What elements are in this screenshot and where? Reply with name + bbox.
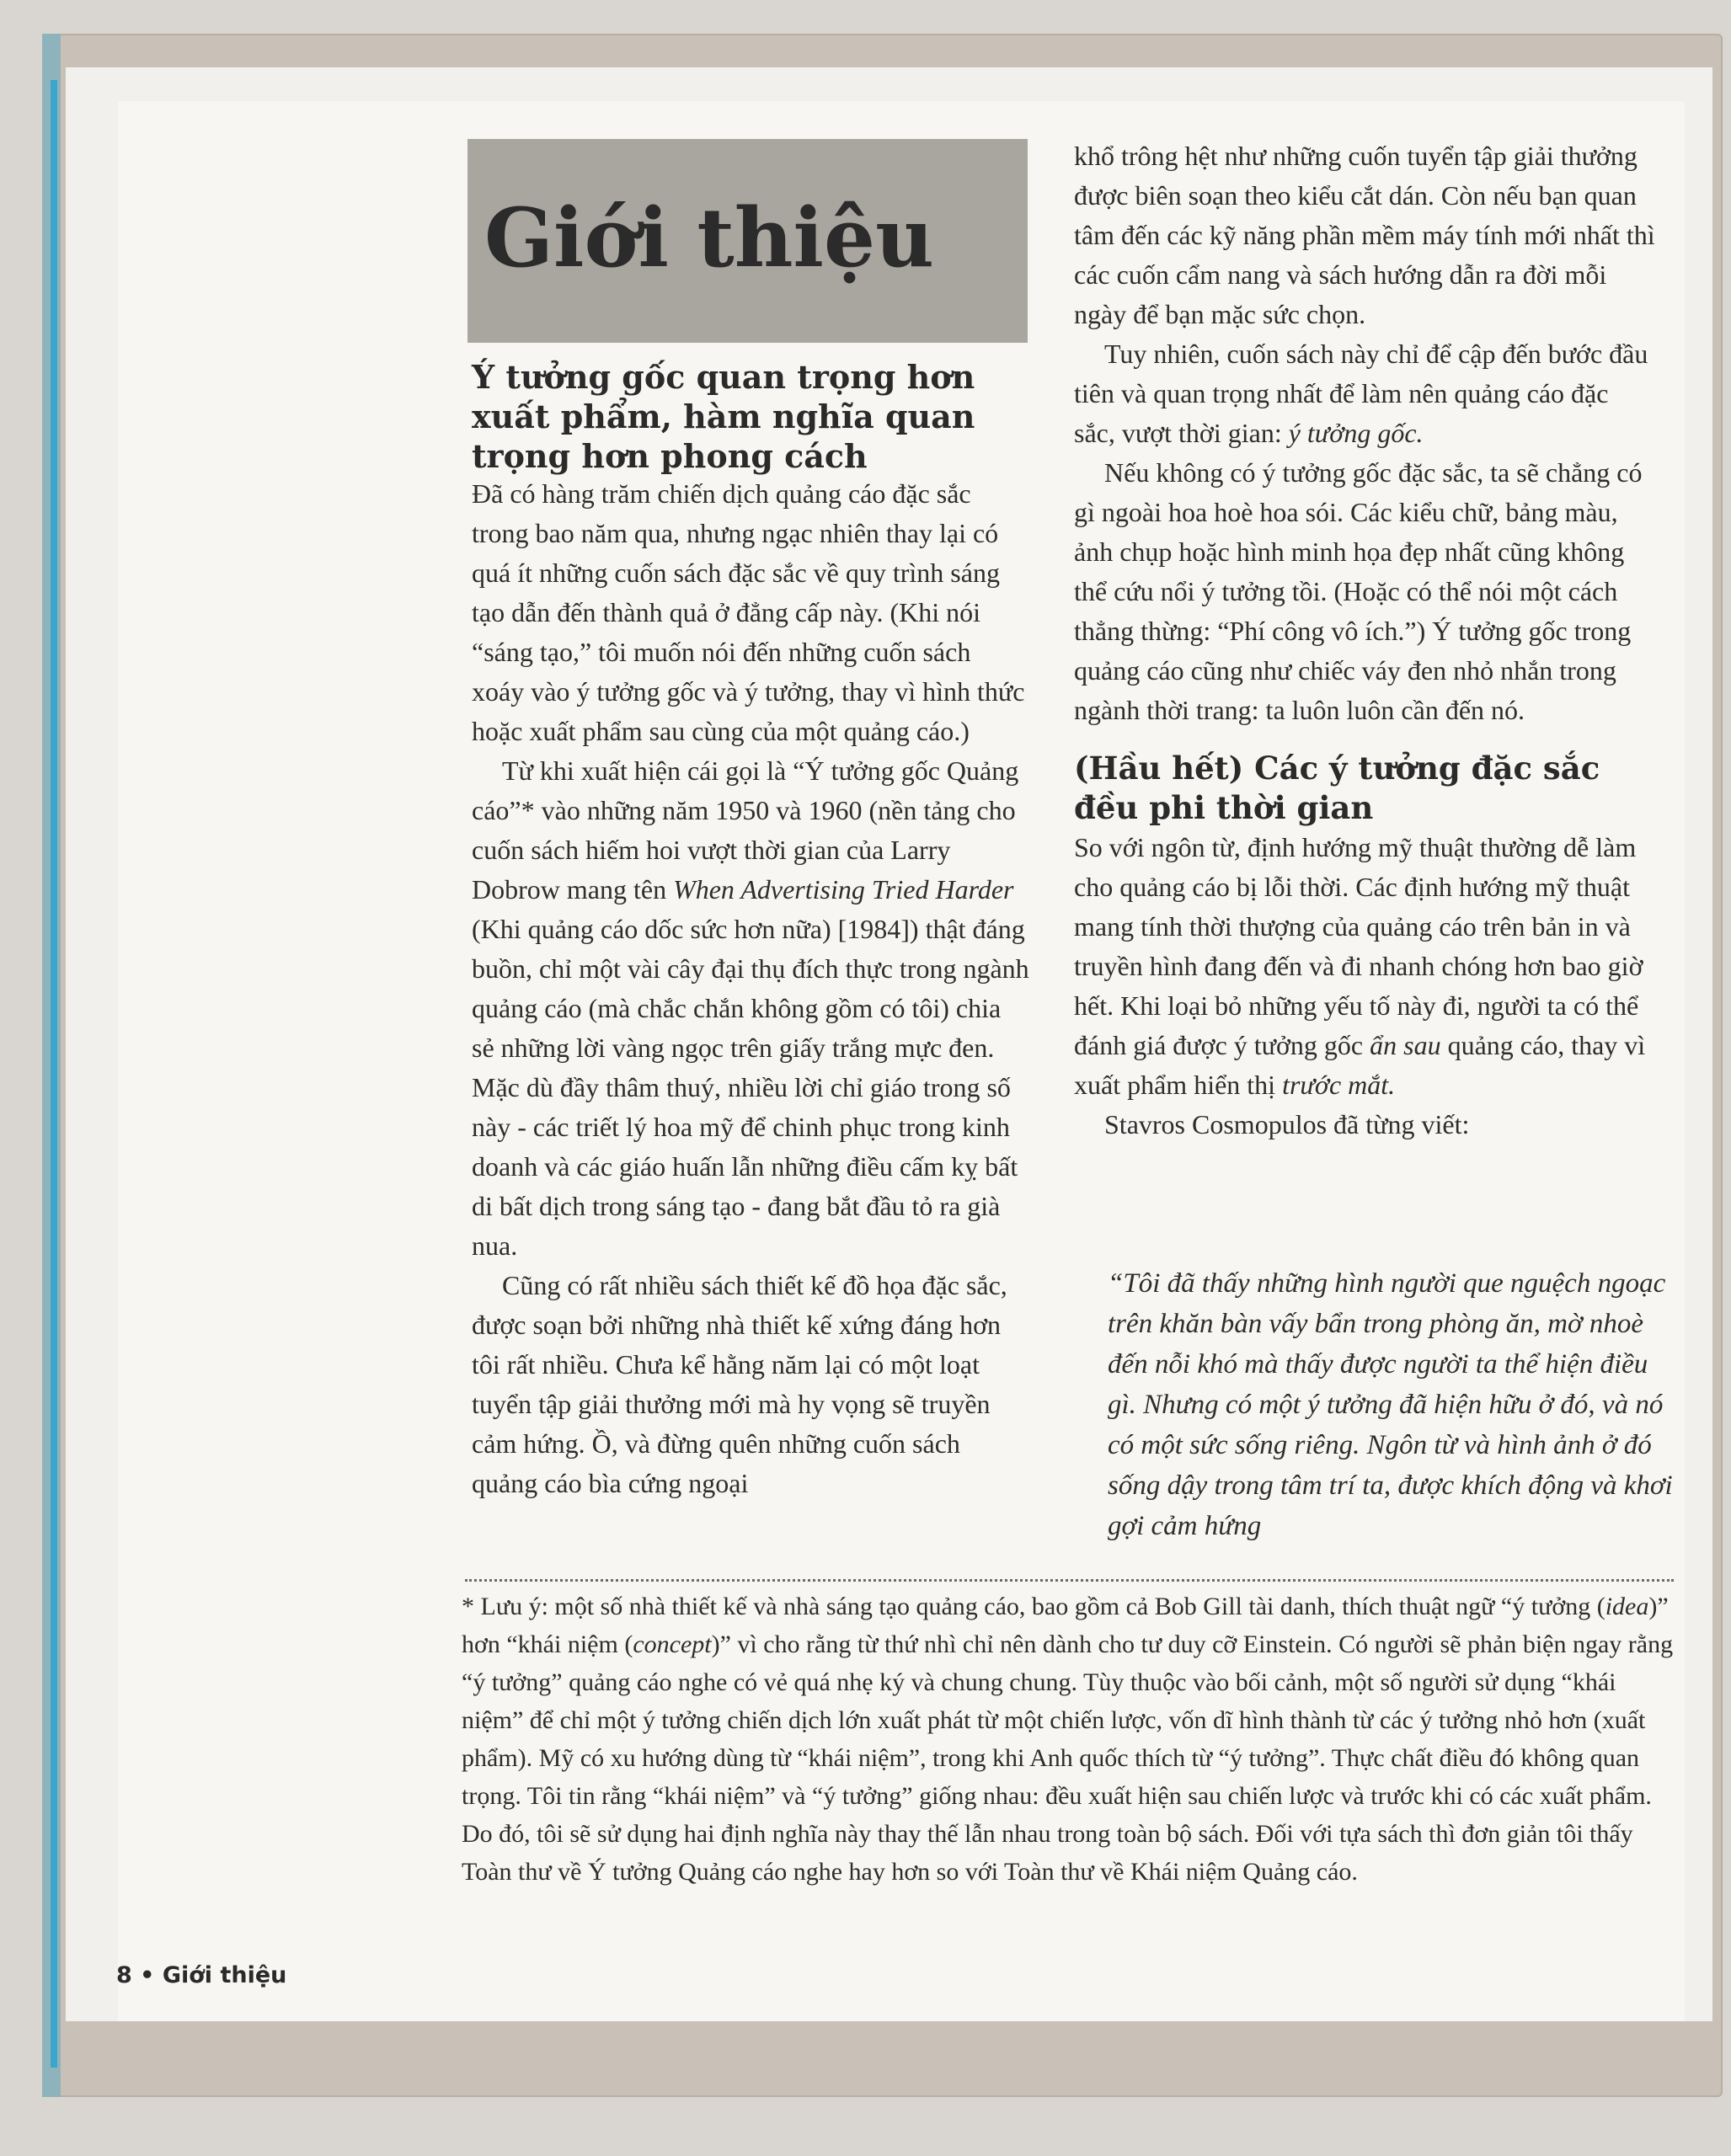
paragraph: khổ trông hệt như những cuốn tuyển tập giải thưởng được biên soạn theo kiểu cắt dán. Còn nếu bạn quan tâm đến các kỹ năng phần mềm máy tính mới nhất thì các cuốn cẩm nang và sách hướng dẫn ra đời mỗi ngày để bạn mặc sức chọn. — [1074, 141, 1655, 329]
paragraph: Cũng có rất nhiều sách thiết kế đồ họa đặc sắc, được soạn bởi những nhà thiết kế xứng đáng hơn tôi rất nhiều. Chưa kể hằng năm lại có một loạt tuyển tập giải thưởng mới mà hy vọng sẽ truyền cảm hứng. Ồ, và đừng quên những cuốn sách quảng cáo bìa cứng ngoại — [472, 1270, 1007, 1498]
section-heading-2: (Hầu hết) Các ý tưởng đặc sắc đều phi thời gian — [1074, 750, 1600, 826]
column-left — [472, 474, 1029, 1503]
paragraph: Stavros Cosmopulos đã từng viết: — [1104, 1109, 1470, 1139]
page-title: Giới thiệu — [484, 190, 934, 286]
section-heading-1: Ý tưởng gốc quan trọng hơn xuất phẩm, hàm nghĩa quan trọng hơn phong cách — [472, 358, 975, 475]
paragraph: Đã có hàng trăm chiến dịch quảng cáo đặc sắc trong bao năm qua, nhưng ngạc nhiên thay lại có quá ít những cuốn sách đặc sắc về quy trình sáng tạo dẫn đến thành quả ở đẳng cấp này. (Khi nói “sáng tạo,” tôi muốn nói đến những cuốn sách xoáy vào ý tưởng gốc và ý tưởng, thay vì hình thức hoặc xuất phẩm sau cùng của một quảng cáo.) — [472, 478, 1025, 746]
block-quote: “Tôi đã thấy những hình người que nguệch ngoạc trên khăn bàn vấy bẩn trong phòng ăn, mờ nhoè đến nỗi khó mà thấy được người ta thể hiện điều gì. Nhưng có một ý tưởng đã hiện hữu ở đó, và nó có một sức sống riêng. Ngôn từ và hình ảnh ở đó sống dậy trong tâm trí ta, được khích động và khơi gợi cảm hứng — [1108, 1268, 1673, 1541]
footnote: * Lưu ý: một số nhà thiết kế và nhà sáng tạo quảng cáo, bao gồm cả Bob Gill tài danh, thích thuật ngữ “ý tưởng (idea)” hơn “khái niệm (concept)” vì cho rằng từ thứ nhì chỉ nên dành cho tư duy cỡ Einstein. Có người sẽ phản biện ngay rằng “ý tưởng” quảng cáo nghe có vẻ quá nhẹ ký và chung chung. Tùy thuộc vào bối cảnh, một số người sử dụng “khái niệm” để chỉ một ý tưởng chiến dịch lớn xuất phát từ một chiến lược, vốn dĩ hình thành từ các ý tưởng nhỏ hơn (xuất phẩm). Mỹ có xu hướng dùng từ “khái niệm”, trong khi Anh quốc thích từ “ý tưởng”. Thực chất điều đó không quan trọng. Tôi tin rằng “khái niệm” và “ý tưởng” giống nhau: đều xuất hiện sau chiến lược và trước khi có các xuất phẩm. Do đó, tôi sẽ sử dụng hai định nghĩa này thay thế lẫn nhau trong toàn bộ sách. Đối với tựa sách thì đơn giản tôi thấy Toàn thư về Ý tưởng Quảng cáo nghe hay hơn so với Toàn thư về Khái niệm Quảng cáo. — [462, 1593, 1674, 1886]
paragraph: Nếu không có ý tưởng gốc đặc sắc, ta sẽ chẳng có gì ngoài hoa hoè hoa sói. Các kiểu chữ, bảng màu, ảnh chụp hoặc hình minh họa đẹp nhất cũng không thể cứu nổi ý tưởng tồi. (Hoặc có thể nói một cách thẳng thừng: “Phí công vô ích.”) Ý tưởng gốc trong quảng cáo cũng như chiếc váy đen nhỏ nhắn trong ngành thời trang: ta luôn luôn cần đến nó. — [1074, 457, 1643, 725]
column-right — [1074, 136, 1655, 1145]
footnote-divider — [465, 1579, 1674, 1582]
paragraph: Tuy nhiên, cuốn sách này chỉ để cập đến bước đầu tiên và quan trọng nhất để làm nên quảng cáo đặc sắc, vượt thời gian: ý tưởng gốc. — [1074, 339, 1648, 448]
page-footer: 8 • Giới thiệu — [116, 1962, 287, 1988]
spine-accent-stripe — [51, 80, 57, 2068]
paragraph: So với ngôn từ, định hướng mỹ thuật thường dễ làm cho quảng cáo bị lỗi thời. Các định hướng mỹ thuật mang tính thời thượng của quảng cáo trên bản in và truyền hình đang đến và đi nhanh chóng hơn bao giờ hết. Khi loại bỏ những yếu tố này đi, người ta có thể đánh giá được ý tưởng gốc ẩn sau quảng cáo, thay vì xuất phẩm hiển thị trước mắt. — [1074, 832, 1646, 1100]
paragraph: Từ khi xuất hiện cái gọi là “Ý tưởng gốc Quảng cáo”* vào những năm 1950 và 1960 (nền tảng cho cuốn sách hiếm hoi vượt thời gian của Larry Dobrow mang tên When Advertising Tried Harder (Khi quảng cáo dốc sức hơn nữa) [1984]) thật đáng buồn, chỉ một vài cây đại thụ đích thực trong ngành quảng cáo (mà chắc chắn không gồm có tôi) chia sẻ những lời vàng ngọc trên giấy trắng mực đen. Mặc dù đầy thâm thuý, nhiều lời chỉ giáo trong số này - các triết lý hoa mỹ để chinh phục trong kinh doanh và các giáo huấn lẫn những điều cấm kỵ bất di bất dịch trong sáng tạo - đang bắt đầu tỏ ra già nua. — [472, 755, 1029, 1261]
